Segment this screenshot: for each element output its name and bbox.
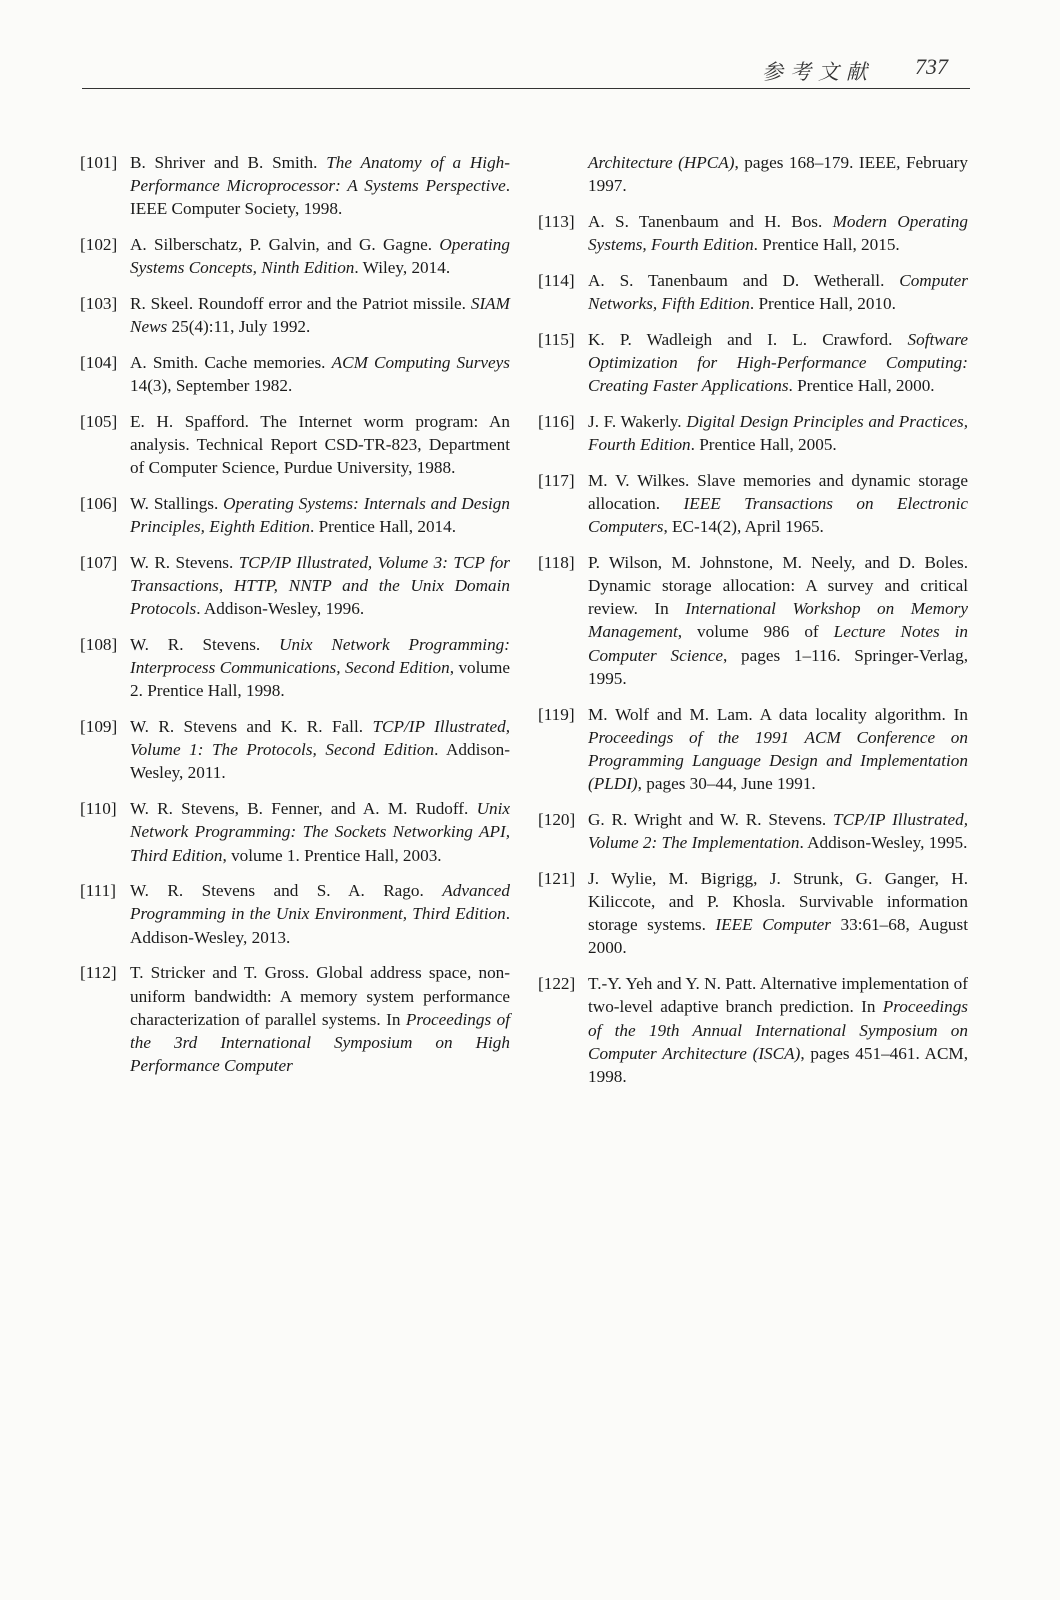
reference-body <box>588 703 968 796</box>
reference-body <box>130 351 510 397</box>
reference-title-italic: ACM Computing Surveys <box>331 352 510 372</box>
reference-title-italic: Computer Networks, Fifth Edition <box>588 270 968 314</box>
reference-text: , pages 1–116. Springer-Verlag, 1995. <box>588 645 969 688</box>
reference-body <box>588 808 968 854</box>
reference-body <box>130 797 510 867</box>
reference-title-italic: Proceedings of the 3rd International Symposium on High Performance Computer <box>130 1009 510 1076</box>
reference-text: , volume 2. Prentice Hall, 1998. <box>130 658 510 701</box>
reference-number: [117] <box>538 470 575 490</box>
reference-text: . Wiley, 2014. <box>354 258 451 278</box>
reference-text: E. H. Spafford. The Internet worm program: An analysis. Technical Report CSD-TR-823, Department of Computer Science, Purdue University, 1988. <box>130 411 510 478</box>
reference-number: [102] <box>80 235 118 255</box>
reference-continuation <box>538 151 968 197</box>
references-right-column <box>538 151 968 1101</box>
reference-number: [104] <box>80 352 118 372</box>
reference-entry <box>80 633 510 703</box>
reference-text: 14(3), September 1982. <box>130 376 293 396</box>
reference-entry <box>80 233 510 279</box>
reference-text: R. Skeel. Roundoff error and the Patriot missile. <box>130 294 471 314</box>
reference-number: [120] <box>538 809 576 829</box>
reference-title-italic: IEEE Computer <box>715 915 831 935</box>
reference-number: [105] <box>80 411 118 431</box>
reference-body <box>588 269 968 315</box>
reference-text: , pages 451–461. ACM, 1998. <box>588 1043 969 1086</box>
header-title: 参考文献 <box>762 60 874 84</box>
reference-number: [119] <box>538 704 575 724</box>
reference-text: A. S. Tanenbaum and D. Wetherall. <box>588 270 900 290</box>
reference-number: [113] <box>538 211 575 231</box>
reference-number: [111] <box>80 881 116 901</box>
reference-body <box>588 410 968 456</box>
reference-body <box>130 551 510 621</box>
reference-entry <box>538 703 968 796</box>
reference-text: . Addison-Wesley, 2011. <box>130 740 510 783</box>
reference-text: . Prentice Hall, 2000. <box>788 376 935 396</box>
reference-body <box>588 972 968 1088</box>
reference-text: , volume 986 of <box>677 622 834 642</box>
reference-entry <box>80 151 510 221</box>
page-header <box>82 52 970 89</box>
references-right-list <box>538 210 968 1088</box>
reference-body <box>130 961 510 1077</box>
reference-text: P. Wilson, M. Johnstone, M. Neely, and D. Boles. Dynamic storage allocation: A survey and critical review. In <box>588 552 968 619</box>
reference-title-italic: Unix Network Programming: The Sockets Networking API, Third Edition <box>130 799 510 865</box>
reference-text: , EC-14(2), April 1965. <box>663 517 824 537</box>
reference-entry <box>80 492 510 538</box>
reference-entry <box>80 715 510 785</box>
reference-entry <box>80 551 510 621</box>
reference-title-italic: SIAM News <box>130 294 510 337</box>
reference-text: , pages 30–44, June 1991. <box>637 774 816 794</box>
reference-number: [107] <box>80 552 118 572</box>
reference-title-italic: TCP/IP Illustrated, Volume 2: The Implementation <box>588 809 968 853</box>
reference-number: [103] <box>80 294 118 314</box>
reference-body <box>588 469 968 539</box>
reference-body <box>130 879 510 949</box>
reference-number: [101] <box>80 153 118 172</box>
reference-entry <box>538 269 968 315</box>
reference-entry <box>538 210 968 256</box>
reference-title-italic: Software Optimization for High-Performance Computing: Creating Faster Applications <box>588 329 968 396</box>
reference-body <box>130 233 510 279</box>
reference-title-italic: Advanced Programming in the Unix Environment, Third Edition <box>130 881 510 924</box>
reference-text: A. Smith. Cache memories. <box>130 352 332 372</box>
reference-entry <box>538 469 968 539</box>
reference-text: 25(4):11, July 1992. <box>167 317 311 337</box>
reference-title-italic: TCP/IP Illustrated, Volume 3: TCP for Transactions, HTTP, NNTP and the Unix Domain Protocols <box>130 552 510 619</box>
reference-text: 33:61–68, August 2000. <box>588 915 968 958</box>
reference-text: . Addison-Wesley, 2013. <box>130 904 510 947</box>
reference-title-italic: Architecture (HPCA) <box>588 153 735 172</box>
reference-title-italic: Operating Systems: Internals and Design Principles, Eighth Edition <box>130 493 510 537</box>
reference-text: W. Stallings. <box>130 493 224 513</box>
reference-title-italic: International Workshop on Memory Management <box>588 599 969 642</box>
references-left-column <box>80 151 510 1090</box>
reference-text: A. Silberschatz, P. Galvin, and G. Gagne. <box>130 235 440 255</box>
reference-number: [121] <box>538 868 576 888</box>
reference-entry <box>538 867 968 960</box>
reference-body <box>130 410 510 480</box>
reference-title-italic: TCP/IP Illustrated, Volume 1: The Protocols, Second Edition <box>130 717 510 760</box>
reference-number: [110] <box>80 799 117 819</box>
reference-entry <box>80 797 510 867</box>
reference-text: W. R. Stevens. <box>130 552 239 572</box>
reference-number: [106] <box>80 493 118 513</box>
reference-text: . Prentice Hall, 2014. <box>309 517 457 537</box>
reference-number: [108] <box>80 634 118 654</box>
reference-text: . Addison-Wesley, 1995. <box>799 833 968 853</box>
reference-body <box>588 210 968 256</box>
reference-entry <box>538 808 968 854</box>
reference-title-italic: Proceedings of the 1991 ACM Conference on Programming Language Design and Implementation (PLDI) <box>588 727 968 794</box>
reference-text: , pages 168–179. IEEE, February 1997. <box>588 153 968 196</box>
reference-text: B. Shriver and B. Smith. <box>130 153 327 172</box>
reference-entry <box>80 351 510 397</box>
reference-entry <box>80 961 510 1077</box>
reference-title-italic: Unix Network Programming: Interprocess Communications, Second Edition <box>130 634 510 678</box>
reference-number: [112] <box>80 963 117 983</box>
reference-entry <box>538 551 968 690</box>
reference-text: . Prentice Hall, 2010. <box>749 294 896 314</box>
reference-body <box>588 551 968 690</box>
reference-title-italic: IEEE Transactions on Electronic Computers <box>588 493 968 537</box>
reference-title-italic: The Anatomy of a High-Performance Microprocessor: A Systems Perspective <box>130 153 510 196</box>
reference-text: W. R. Stevens, B. Fenner, and A. M. Rudoff. <box>130 799 477 819</box>
reference-number: [115] <box>538 329 575 349</box>
reference-number: [109] <box>80 717 118 737</box>
reference-body <box>588 867 968 960</box>
reference-body <box>130 151 510 221</box>
reference-body <box>130 492 510 538</box>
reference-text: . Prentice Hall, 2005. <box>690 435 837 455</box>
reference-entry <box>80 410 510 480</box>
reference-body <box>130 633 510 703</box>
reference-text: M. V. Wilkes. Slave memories and dynamic storage allocation. <box>588 470 968 513</box>
reference-entry <box>80 292 510 338</box>
reference-body <box>130 715 510 785</box>
reference-text: G. R. Wright and W. R. Stevens. <box>588 809 834 829</box>
reference-text: . IEEE Computer Society, 1998. <box>130 176 510 219</box>
reference-body <box>130 292 510 338</box>
reference-text: , volume 1. Prentice Hall, 2003. <box>222 845 442 865</box>
reference-title-italic: Lecture Notes in Computer Science <box>588 622 968 665</box>
reference-body <box>588 328 968 398</box>
reference-text: J. F. Wakerly. <box>588 411 687 431</box>
reference-number: [122] <box>538 974 576 994</box>
reference-text: T. Stricker and T. Gross. Global address space, non-uniform bandwidth: A memory system performance characterization of parallel systems. In <box>130 963 510 1029</box>
reference-text: K. P. Wadleigh and I. L. Crawford. <box>588 329 908 349</box>
reference-entry <box>538 410 968 456</box>
reference-number: [116] <box>538 411 575 431</box>
reference-text: A. S. Tanenbaum and H. Bos. <box>588 211 833 231</box>
reference-text: . Addison-Wesley, 1996. <box>196 599 365 619</box>
reference-text: J. Wylie, M. Bigrigg, J. Strunk, G. Ganger, H. Kiliccote, and P. Khosla. Survivable information storage systems. <box>588 868 968 935</box>
reference-text: W. R. Stevens. <box>130 634 280 654</box>
reference-text: . Prentice Hall, 2015. <box>753 235 900 255</box>
reference-number: [118] <box>538 552 575 572</box>
reference-entry <box>538 328 968 398</box>
reference-text: W. R. Stevens and K. R. Fall. <box>130 717 373 737</box>
reference-text: T.-Y. Yeh and Y. N. Patt. Alternative implementation of two-level adaptive branch prediction. In <box>588 974 968 1017</box>
reference-text: W. R. Stevens and S. A. Rago. <box>130 881 443 901</box>
reference-title-italic: Proceedings of the 19th Annual International Symposium on Computer Architecture (ISCA) <box>588 997 968 1063</box>
reference-title-italic: Digital Design Principles and Practices, Fourth Edition <box>588 411 968 455</box>
page-number: 737 <box>915 54 948 79</box>
reference-title-italic: Modern Operating Systems, Fourth Edition <box>588 211 968 255</box>
reference-text: M. Wolf and M. Lam. A data locality algorithm. In <box>588 704 968 724</box>
reference-entry <box>538 972 968 1088</box>
reference-number: [114] <box>538 270 575 290</box>
reference-entry <box>80 879 510 949</box>
reference-title-italic: Operating Systems Concepts, Ninth Edition <box>130 235 510 278</box>
